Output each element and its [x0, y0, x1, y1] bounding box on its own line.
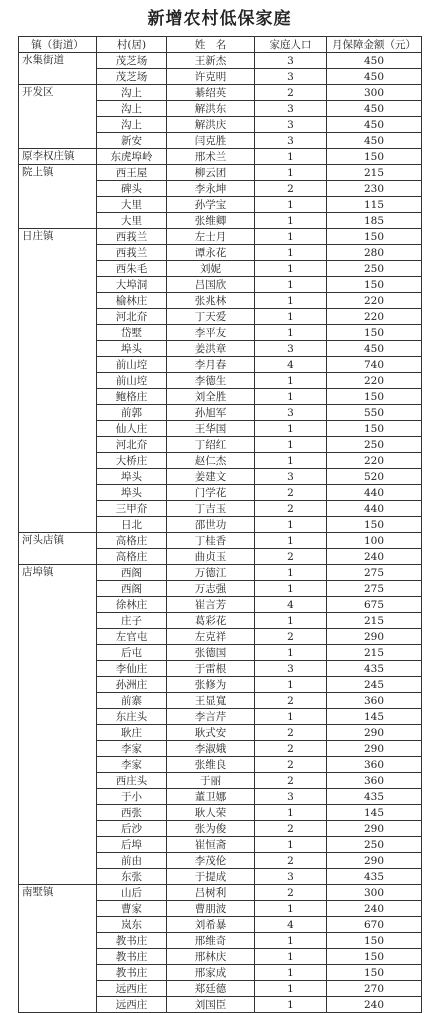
village-cell: 新安 [97, 133, 167, 149]
village-cell: 大里 [97, 197, 167, 213]
village-cell: 远西庄 [97, 997, 167, 1013]
village-cell: 徐林庄 [97, 597, 167, 613]
village-cell: 西王屋 [97, 165, 167, 181]
name-cell: 左士月 [167, 229, 255, 245]
village-cell: 岚东 [97, 917, 167, 933]
household-size-cell: 1 [255, 325, 327, 341]
village-cell: 沟上 [97, 117, 167, 133]
household-size-cell: 3 [255, 869, 327, 885]
monthly-amount-cell: 150 [327, 517, 422, 533]
name-cell: 崔言芳 [167, 597, 255, 613]
name-cell: 姜建文 [167, 469, 255, 485]
household-size-cell: 1 [255, 229, 327, 245]
household-size-cell: 2 [255, 181, 327, 197]
village-cell: 西朱毛 [97, 261, 167, 277]
household-size-cell: 1 [255, 997, 327, 1013]
household-size-cell: 2 [255, 549, 327, 565]
household-size-cell: 1 [255, 517, 327, 533]
monthly-amount-cell: 290 [327, 741, 422, 757]
household-size-cell: 1 [255, 709, 327, 725]
name-cell: 丁吉玉 [167, 501, 255, 517]
monthly-amount-cell: 145 [327, 709, 422, 725]
village-cell: 大埠洞 [97, 277, 167, 293]
name-cell: 邢林庆 [167, 949, 255, 965]
name-cell: 王新杰 [167, 53, 255, 69]
household-size-cell: 1 [255, 901, 327, 917]
monthly-amount-cell: 740 [327, 357, 422, 373]
name-cell: 李德生 [167, 373, 255, 389]
village-cell: 李家 [97, 741, 167, 757]
village-cell: 李仙庄 [97, 661, 167, 677]
monthly-amount-cell: 215 [327, 645, 422, 661]
village-cell: 埠头 [97, 341, 167, 357]
monthly-amount-cell: 290 [327, 629, 422, 645]
village-cell: 岱墅 [97, 325, 167, 341]
name-cell: 耿人荣 [167, 805, 255, 821]
monthly-amount-cell: 250 [327, 437, 422, 453]
name-cell: 许克明 [167, 69, 255, 85]
household-size-cell: 4 [255, 597, 327, 613]
household-size-cell: 1 [255, 277, 327, 293]
village-cell: 茂芝场 [97, 69, 167, 85]
village-cell: 西阁 [97, 565, 167, 581]
village-cell: 沟上 [97, 85, 167, 101]
monthly-amount-cell: 230 [327, 181, 422, 197]
household-size-cell: 1 [255, 965, 327, 981]
household-size-cell: 2 [255, 501, 327, 517]
household-size-cell: 2 [255, 725, 327, 741]
header-town: 镇（街道） [19, 37, 97, 53]
name-cell: 邢家成 [167, 965, 255, 981]
header-name: 姓 名 [167, 37, 255, 53]
household-size-cell: 3 [255, 69, 327, 85]
village-cell: 庄子 [97, 613, 167, 629]
monthly-amount-cell: 240 [327, 549, 422, 565]
name-cell: 刘国臣 [167, 997, 255, 1013]
monthly-amount-cell: 275 [327, 581, 422, 597]
household-size-cell: 1 [255, 453, 327, 469]
table-row [19, 565, 422, 581]
household-size-cell: 4 [255, 357, 327, 373]
village-cell: 于小 [97, 789, 167, 805]
household-size-cell: 3 [255, 661, 327, 677]
name-cell: 李言芹 [167, 709, 255, 725]
household-size-cell: 1 [255, 805, 327, 821]
name-cell: 丁桂香 [167, 533, 255, 549]
household-size-cell: 1 [255, 165, 327, 181]
household-size-cell: 2 [255, 885, 327, 901]
name-cell: 左克祥 [167, 629, 255, 645]
village-cell: 三甲夼 [97, 501, 167, 517]
monthly-amount-cell: 150 [327, 229, 422, 245]
name-cell: 闫克胜 [167, 133, 255, 149]
name-cell: 曲贞玉 [167, 549, 255, 565]
village-cell: 河北夼 [97, 309, 167, 325]
name-cell: 王华国 [167, 421, 255, 437]
household-size-cell: 4 [255, 917, 327, 933]
monthly-amount-cell: 300 [327, 885, 422, 901]
name-cell: 曹朋波 [167, 901, 255, 917]
name-cell: 孙学宝 [167, 197, 255, 213]
town-cell: 原李权庄镇 [19, 149, 97, 165]
household-size-cell: 1 [255, 213, 327, 229]
name-cell: 刘妮 [167, 261, 255, 277]
name-cell: 孙旭军 [167, 405, 255, 421]
name-cell: 郑廷德 [167, 981, 255, 997]
name-cell: 于雷根 [167, 661, 255, 677]
monthly-amount-cell: 435 [327, 789, 422, 805]
household-size-cell: 1 [255, 581, 327, 597]
monthly-amount-cell: 145 [327, 805, 422, 821]
monthly-amount-cell: 150 [327, 325, 422, 341]
town-cell: 开发区 [19, 85, 97, 149]
household-size-cell: 3 [255, 341, 327, 357]
table-row [19, 165, 422, 181]
low-income-family-table [18, 36, 422, 1013]
name-cell: 丁天爱 [167, 309, 255, 325]
monthly-amount-cell: 245 [327, 677, 422, 693]
monthly-amount-cell: 520 [327, 469, 422, 485]
household-size-cell: 1 [255, 261, 327, 277]
monthly-amount-cell: 275 [327, 565, 422, 581]
name-cell: 赵仁杰 [167, 453, 255, 469]
monthly-amount-cell: 670 [327, 917, 422, 933]
monthly-amount-cell: 675 [327, 597, 422, 613]
monthly-amount-cell: 290 [327, 821, 422, 837]
monthly-amount-cell: 360 [327, 693, 422, 709]
monthly-amount-cell: 150 [327, 933, 422, 949]
header-household-size: 家庭人口 [255, 37, 327, 53]
household-size-cell: 1 [255, 837, 327, 853]
village-cell: 茂芝场 [97, 53, 167, 69]
village-cell: 碑头 [97, 181, 167, 197]
town-cell: 南墅镇 [19, 885, 97, 1013]
monthly-amount-cell: 240 [327, 901, 422, 917]
name-cell: 王显寬 [167, 693, 255, 709]
table-row [19, 149, 422, 165]
name-cell: 姜洪章 [167, 341, 255, 357]
village-cell: 前由 [97, 853, 167, 869]
name-cell: 张德国 [167, 645, 255, 661]
monthly-amount-cell: 450 [327, 117, 422, 133]
village-cell: 后埠 [97, 837, 167, 853]
village-cell: 教书庄 [97, 949, 167, 965]
town-cell: 日庄镇 [19, 229, 97, 533]
village-cell: 教书庄 [97, 933, 167, 949]
village-cell: 高格庄 [97, 549, 167, 565]
name-cell: 李月春 [167, 357, 255, 373]
monthly-amount-cell: 270 [327, 981, 422, 997]
household-size-cell: 2 [255, 821, 327, 837]
village-cell: 鲍格庄 [97, 389, 167, 405]
household-size-cell: 2 [255, 485, 327, 501]
monthly-amount-cell: 450 [327, 133, 422, 149]
monthly-amount-cell: 290 [327, 725, 422, 741]
village-cell: 教书庄 [97, 965, 167, 981]
name-cell: 吕国欣 [167, 277, 255, 293]
monthly-amount-cell: 360 [327, 773, 422, 789]
monthly-amount-cell: 150 [327, 389, 422, 405]
name-cell: 万德江 [167, 565, 255, 581]
name-cell: 李茂伦 [167, 853, 255, 869]
monthly-amount-cell: 240 [327, 997, 422, 1013]
household-size-cell: 1 [255, 293, 327, 309]
monthly-amount-cell: 220 [327, 453, 422, 469]
monthly-amount-cell: 450 [327, 341, 422, 357]
name-cell: 邢术兰 [167, 149, 255, 165]
monthly-amount-cell: 450 [327, 101, 422, 117]
household-size-cell: 1 [255, 949, 327, 965]
village-cell: 西莪兰 [97, 245, 167, 261]
household-size-cell: 2 [255, 741, 327, 757]
household-size-cell: 1 [255, 389, 327, 405]
monthly-amount-cell: 100 [327, 533, 422, 549]
household-size-cell: 1 [255, 421, 327, 437]
town-cell: 院上镇 [19, 165, 97, 229]
monthly-amount-cell: 220 [327, 293, 422, 309]
monthly-amount-cell: 250 [327, 837, 422, 853]
village-cell: 山后 [97, 885, 167, 901]
monthly-amount-cell: 115 [327, 197, 422, 213]
name-cell: 于提成 [167, 869, 255, 885]
name-cell: 耿式安 [167, 725, 255, 741]
monthly-amount-cell: 150 [327, 421, 422, 437]
header-monthly-amount: 月保障金额（元） [327, 37, 422, 53]
household-size-cell: 1 [255, 373, 327, 389]
village-cell: 后屯 [97, 645, 167, 661]
household-size-cell: 1 [255, 149, 327, 165]
household-size-cell: 1 [255, 309, 327, 325]
monthly-amount-cell: 450 [327, 53, 422, 69]
monthly-amount-cell: 435 [327, 869, 422, 885]
town-cell: 水集街道 [19, 53, 97, 85]
name-cell: 葛彩花 [167, 613, 255, 629]
village-cell: 东庄头 [97, 709, 167, 725]
household-size-cell: 1 [255, 437, 327, 453]
household-size-cell: 3 [255, 117, 327, 133]
household-size-cell: 2 [255, 853, 327, 869]
monthly-amount-cell: 360 [327, 757, 422, 773]
name-cell: 解洪东 [167, 101, 255, 117]
name-cell: 解洪庆 [167, 117, 255, 133]
household-size-cell: 1 [255, 197, 327, 213]
village-cell: 孙洲庄 [97, 677, 167, 693]
monthly-amount-cell: 150 [327, 149, 422, 165]
village-cell: 沟上 [97, 101, 167, 117]
table-row [19, 229, 422, 245]
village-cell: 日北 [97, 517, 167, 533]
village-cell: 东虎埠岭 [97, 149, 167, 165]
monthly-amount-cell: 220 [327, 309, 422, 325]
name-cell: 董卫娜 [167, 789, 255, 805]
name-cell: 谭永花 [167, 245, 255, 261]
village-cell: 西张 [97, 805, 167, 821]
village-cell: 西阁 [97, 581, 167, 597]
household-size-cell: 3 [255, 789, 327, 805]
monthly-amount-cell: 250 [327, 261, 422, 277]
village-cell: 大桥庄 [97, 453, 167, 469]
name-cell: 于丽 [167, 773, 255, 789]
name-cell: 刘希暴 [167, 917, 255, 933]
name-cell: 丁绍红 [167, 437, 255, 453]
monthly-amount-cell: 440 [327, 501, 422, 517]
monthly-amount-cell: 550 [327, 405, 422, 421]
household-size-cell: 1 [255, 533, 327, 549]
table-row [19, 533, 422, 549]
monthly-amount-cell: 215 [327, 165, 422, 181]
village-cell: 后沙 [97, 821, 167, 837]
monthly-amount-cell: 290 [327, 853, 422, 869]
household-size-cell: 3 [255, 53, 327, 69]
name-cell: 万志强 [167, 581, 255, 597]
monthly-amount-cell: 150 [327, 277, 422, 293]
village-cell: 埠头 [97, 485, 167, 501]
household-size-cell: 3 [255, 101, 327, 117]
monthly-amount-cell: 215 [327, 613, 422, 629]
household-size-cell: 2 [255, 85, 327, 101]
monthly-amount-cell: 280 [327, 245, 422, 261]
header-village: 村(居) [97, 37, 167, 53]
name-cell: 张维卿 [167, 213, 255, 229]
name-cell: 吕树利 [167, 885, 255, 901]
name-cell: 柳云团 [167, 165, 255, 181]
name-cell: 门学花 [167, 485, 255, 501]
table-row [19, 85, 422, 101]
name-cell: 李永坤 [167, 181, 255, 197]
monthly-amount-cell: 300 [327, 85, 422, 101]
household-size-cell: 1 [255, 981, 327, 997]
village-cell: 埠头 [97, 469, 167, 485]
monthly-amount-cell: 185 [327, 213, 422, 229]
town-cell: 店埠镇 [19, 565, 97, 885]
household-size-cell: 2 [255, 629, 327, 645]
household-size-cell: 1 [255, 677, 327, 693]
village-cell: 东张 [97, 869, 167, 885]
village-cell: 高格庄 [97, 533, 167, 549]
name-cell: 张修为 [167, 677, 255, 693]
name-cell: 邢维奇 [167, 933, 255, 949]
household-size-cell: 1 [255, 613, 327, 629]
household-size-cell: 1 [255, 245, 327, 261]
household-size-cell: 1 [255, 645, 327, 661]
village-cell: 榆林庄 [97, 293, 167, 309]
household-size-cell: 2 [255, 773, 327, 789]
village-cell: 仙人庄 [97, 421, 167, 437]
household-size-cell: 2 [255, 693, 327, 709]
village-cell: 远西庄 [97, 981, 167, 997]
name-cell: 李淑娥 [167, 741, 255, 757]
village-cell: 前寨 [97, 693, 167, 709]
name-cell: 刘全胜 [167, 389, 255, 405]
household-size-cell: 1 [255, 933, 327, 949]
village-cell: 前山埪 [97, 357, 167, 373]
town-cell: 河头店镇 [19, 533, 97, 565]
table-header-row [19, 37, 422, 53]
monthly-amount-cell: 440 [327, 485, 422, 501]
village-cell: 曹家 [97, 901, 167, 917]
household-size-cell: 3 [255, 133, 327, 149]
name-cell: 邵世功 [167, 517, 255, 533]
name-cell: 綦绍英 [167, 85, 255, 101]
household-size-cell: 3 [255, 469, 327, 485]
name-cell: 张为俊 [167, 821, 255, 837]
name-cell: 张兆林 [167, 293, 255, 309]
household-size-cell: 1 [255, 565, 327, 581]
monthly-amount-cell: 450 [327, 69, 422, 85]
name-cell: 张维良 [167, 757, 255, 773]
table-row [19, 53, 422, 69]
village-cell: 大里 [97, 213, 167, 229]
monthly-amount-cell: 150 [327, 965, 422, 981]
page-title: 新增农村低保家庭 [147, 9, 292, 29]
name-cell: 崔恒斋 [167, 837, 255, 853]
village-cell: 李家 [97, 757, 167, 773]
village-cell: 西庄头 [97, 773, 167, 789]
village-cell: 西莪兰 [97, 229, 167, 245]
village-cell: 河北夼 [97, 437, 167, 453]
name-cell: 李平友 [167, 325, 255, 341]
village-cell: 前山埪 [97, 373, 167, 389]
village-cell: 左官屯 [97, 629, 167, 645]
household-size-cell: 2 [255, 757, 327, 773]
village-cell: 前郭 [97, 405, 167, 421]
monthly-amount-cell: 220 [327, 373, 422, 389]
household-size-cell: 3 [255, 405, 327, 421]
monthly-amount-cell: 150 [327, 949, 422, 965]
monthly-amount-cell: 435 [327, 661, 422, 677]
table-row [19, 885, 422, 901]
village-cell: 耿庄 [97, 725, 167, 741]
